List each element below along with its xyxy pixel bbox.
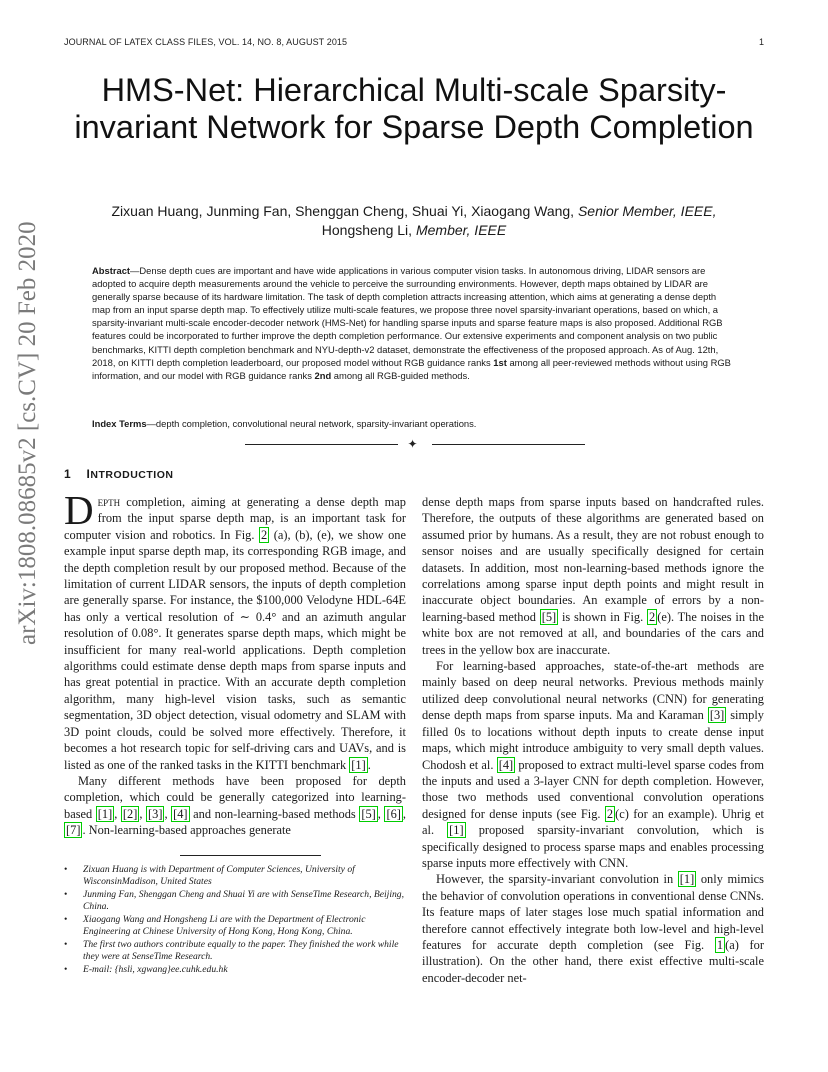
citation-link[interactable]: [1]	[351, 757, 366, 772]
text-run: .	[367, 757, 371, 772]
diamond-icon: ✦	[407, 437, 418, 451]
abstract-label: Abstract	[92, 265, 131, 276]
page-number: 1	[758, 37, 764, 47]
author-membership-1: Senior Member, IEEE,	[577, 203, 717, 219]
figure-link[interactable]: 2	[606, 806, 614, 821]
text-run: (e). The noises in the white box are not removed at all, and boundaries of the cars and trees in the yellow box are inaccurate.	[422, 609, 764, 657]
text-run: . Non-learning-based approaches generate	[82, 823, 291, 838]
footnote-item: • Xiaogang Wang and Hongsheng Li are with the Department of Electronic Engineering at Chinese University of Hong Kong, Hong Kong, China.	[64, 914, 409, 938]
citation-link[interactable]: [5]	[361, 806, 376, 821]
text-run: (c) for an example). Uhrig et al.	[422, 806, 764, 838]
text-run: (a), (b), (e), we show one example input sparse depth map, its corresponding RGB image, and the depth completion result by our proposed method. Because of the limitation of current LIDAR sensors, the inputs of depth completion are generally sparse. For instance, the $100,000 Velodyne HDL-64E has only a vertical resolution of ∼ 0.4° and an azimuth angular resolution of 0.08°. It generates sparse depth maps, which might be insufficient for many real-world applications. Depth completion algorithms could estimate dense depth maps from sparse inputs and has great potential in practice. With an accurate depth completion algorithm, many high-level vision tasks, such as semantic segmentation, 3D object detection, visual odometry and SLAM with 3D point clouds, could be solved more effectively. Therefore, it becomes a hot research topic for self-driving cars and UAVs, and is listed as one of the ranked tasks in the KITTI benchmark	[64, 527, 406, 772]
citation-link[interactable]: [7]	[66, 823, 81, 838]
section-divider	[245, 437, 585, 451]
column-left	[64, 487, 406, 839]
footnote-item: • E-mail: {hsli, xgwang}ee.cuhk.edu.hk	[64, 964, 409, 976]
text-run: proposed to extract multi-level sparse codes from the inputs and used a 3-layer CNN for depth completion. However, those two methods used conventional convolution operations designed for dense inputs (see Fig.	[422, 757, 764, 821]
footnotes	[64, 864, 409, 977]
section-title-initial: I	[86, 467, 91, 481]
index-terms	[92, 418, 736, 429]
text-run: completion, aiming at generating a dense depth map from the input sparse depth map, is an important task for computer vision and robotics. In Fig.	[64, 495, 406, 542]
text-run: only mimics the behavior of convolution operations in conventional dense CNNs. Its feature maps of later stages lose much spatial information and therefore cannot effectively integrate both low-level and high-level features for accurate depth completion (see Fig.	[422, 872, 764, 952]
citation-link[interactable]: [4]	[498, 757, 514, 772]
figure-link[interactable]: 2	[648, 609, 656, 624]
citation-link[interactable]: [1]	[449, 823, 464, 838]
text-run: (a) for illustration). On the other hand, there exist effective multi-scale encoder-decoder net-	[422, 937, 764, 985]
drop-cap: D	[64, 487, 94, 533]
author-names: Zixuan Huang, Junming Fan, Shenggan Cheng, Shuai Yi, Xiaogang Wang,	[111, 203, 575, 219]
abstract-rank-2: 2nd	[314, 369, 332, 381]
paragraph	[422, 494, 764, 658]
abstract-text-1: —Dense depth cues are important and have wide applications in various computer vision tasks. In autonomous driving, LIDAR sensors are adopted to acquire depth measurements around the vehicle to perceive the surrounding environments. However, depth maps obtained by LIDAR are generally sparse because of its hardware limitation. The task of depth completion attracts increasing attention, which aims at generating a dense depth map from an input sparse depth map. To effectively utilize multi-scale features, we propose three novel sparsity-invariant operations, based on which, a sparsity-invariant multi-scale encoder-decoder network (HMS-Net) for handling sparse inputs and sparse feature maps is also proposed. Additional RGB features could be incorporated to further improve the depth completion performance. Our extensive experiments and component analysis on two public benchmarks, KITTI depth completion benchmark and NYU-depth-v2 dataset, demonstrate the effectiveness of the proposed approach. As of Aug. 12th, 2018, on KITTI depth completion leaderboard, our proposed model without RGB guidance ranks	[92, 265, 723, 368]
text-run: However, the sparsity-invariant convolution in	[436, 872, 674, 887]
text-run: is shown in Fig.	[561, 609, 644, 624]
index-terms-label: Index Terms	[92, 418, 147, 429]
figure-link[interactable]: 1	[716, 937, 724, 952]
citation-link[interactable]: [2]	[122, 806, 138, 821]
author-list	[64, 202, 764, 240]
abstract-text-2: among all peer-reviewed methods without using RGB information, and our model with RGB guidance ranks	[92, 356, 731, 381]
text-run: dense depth maps from sparse inputs based on handcrafted rules. Therefore, the outputs of these algorithms are generated based on assumed prior by humans. As a result, they are not robust enough to sensor noises and are usually specifically designed for certain datasets. In addition, most non-learning-based methods ignore the correlations among sparse input depth points and might result in inaccurate object boundaries. An example of errors by a non-learning-based method	[422, 495, 764, 624]
author-names-2: Hongsheng Li,	[321, 222, 413, 238]
citation-link[interactable]: [3]	[148, 806, 163, 821]
paragraph	[64, 487, 406, 773]
section-heading	[64, 467, 173, 481]
citation-link[interactable]: [6]	[386, 806, 401, 821]
paragraph	[422, 658, 764, 871]
author-membership-2: Member, IEEE	[415, 222, 507, 238]
footnote-item: • The first two authors contribute equally to the paper. They finished the work while they were at SenseTime Research.	[64, 939, 409, 963]
abstract	[92, 264, 736, 382]
section-title-rest: NTRODUCTION	[90, 469, 174, 481]
paper-title: HMS-Net: Hierarchical Multi-scale Sparsity-invariant Network for Sparse Depth Completion	[74, 72, 754, 145]
column-right	[422, 494, 764, 986]
running-header: JOURNAL OF LATEX CLASS FILES, VOL. 14, NO. 8, AUGUST 2015	[64, 37, 348, 47]
arxiv-identifier: arXiv:1808.08685v2 [cs.CV] 20 Feb 2020	[14, 221, 41, 645]
citation-link[interactable]: [4]	[173, 806, 188, 821]
footnote-rule	[180, 855, 321, 856]
citation-link[interactable]: [5]	[541, 609, 557, 624]
drop-cap-continuation: epth	[97, 495, 121, 509]
text-run: and non-learning-based methods	[193, 806, 356, 821]
citation-link[interactable]: [1]	[97, 806, 113, 821]
text-run: For learning-based approaches, state-of-the-art methods are mainly based on deep neural networks. Previous methods mainly utilized deep convolutional neural networks (CNN) for generating dense depth maps from sparse inputs. Ma and Karaman	[422, 659, 764, 723]
paragraph: Many different methods have been proposed for depth completion, which could be generally categorized into learning-based [1] , [2] , [3] , [4] and non-learning-based methods [5] , [6] , [7] . Non-learning-based approaches generate	[64, 773, 406, 838]
text-run: proposed sparsity-invariant convolution, which is specifically designed to process sparse maps and enables processing sparse inputs more effectively with CNN.	[422, 823, 764, 870]
abstract-text-3: among all RGB-guided methods.	[333, 369, 470, 381]
index-terms-text: —depth completion, convolutional neural network, sparsity-invariant operations.	[146, 418, 477, 429]
citation-link[interactable]: [3]	[709, 708, 725, 723]
citation-link[interactable]: [1]	[679, 872, 695, 887]
footnote-item: • Zixuan Huang is with Department of Computer Sciences, University of WisconsinMadison, United States	[64, 864, 409, 888]
abstract-rank-1: 1st	[493, 356, 507, 368]
figure-link[interactable]: 2	[261, 527, 268, 542]
footnote-item: • Junming Fan, Shenggan Cheng and Shuai Yi are with SenseTime Research, Beijing, China.	[64, 889, 409, 913]
text-run: simply filled 0s to locations without depth inputs to create dense input maps, which might introduce ambiguity to very small depth values. Chodosh et al.	[422, 708, 764, 772]
section-number: 1	[64, 467, 72, 481]
text-run: Many different methods have been proposed for depth completion, which could be generally categorized into learning-based	[64, 773, 406, 821]
paragraph	[422, 871, 764, 986]
